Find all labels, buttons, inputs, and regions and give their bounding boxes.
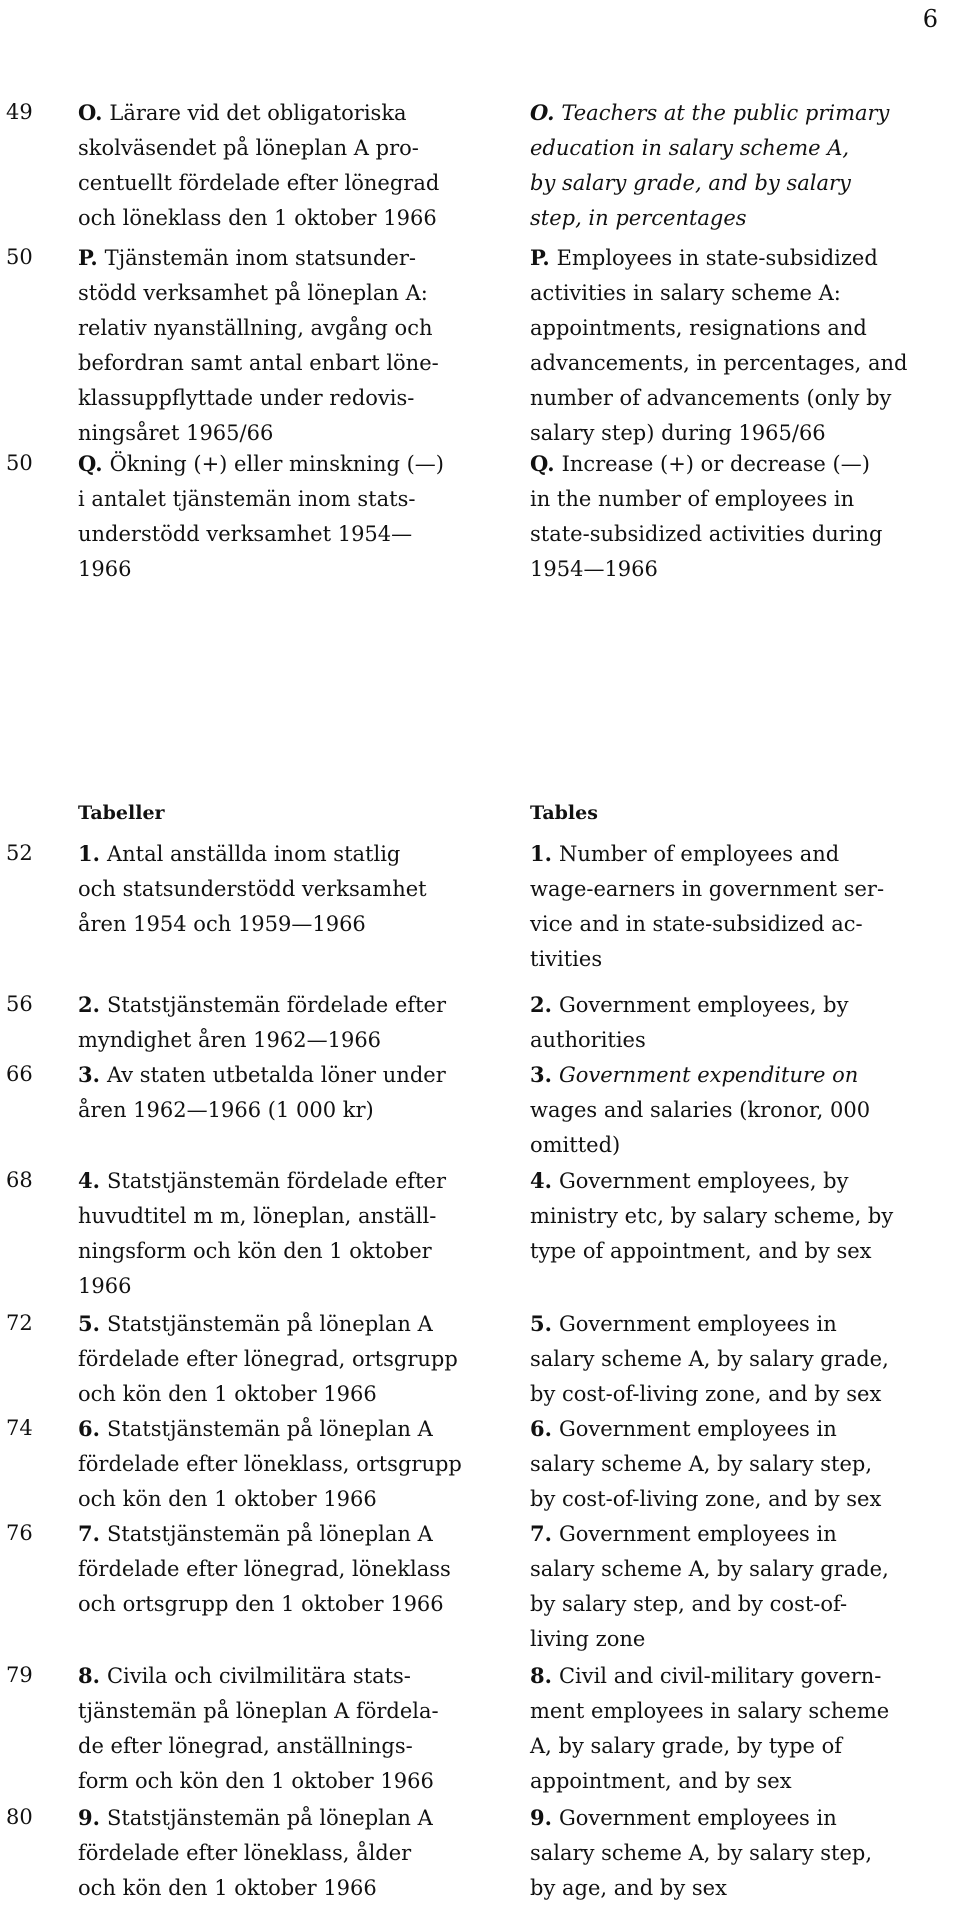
english-title: Q. Increase (+) or decrease (—) in the number of employees in state-subsidized activities during 1954—1966 <box>530 451 883 581</box>
english-title: 1. Number of employees and wage-earners in government ser- vice and in state-subsidized ac- tivities <box>530 841 885 971</box>
page-ref: 49 <box>6 100 33 124</box>
page-ref: 79 <box>6 1663 33 1687</box>
swedish-title: 3. Av staten utbetalda löner under åren 1962—1966 (1 000 kr) <box>78 1062 446 1122</box>
table-number: 3. <box>78 1062 100 1087</box>
page-ref: 76 <box>6 1521 33 1545</box>
page-ref: 56 <box>6 992 33 1016</box>
swedish-title: 2. Statstjänstemän fördelade efter myndighet åren 1962—1966 <box>78 992 446 1052</box>
tables-heading-en: Tables <box>530 802 598 824</box>
table-number: 2. <box>530 992 552 1017</box>
page-ref: 52 <box>6 841 33 865</box>
table-number: 9. <box>78 1805 100 1830</box>
english-title: 7. Government employees in salary scheme A, by salary grade, by salary step, and by cost-of- living zone <box>530 1521 889 1651</box>
table-number: 5. <box>78 1311 100 1336</box>
english-title: 6. Government employees in salary scheme A, by salary step, by cost-of-living zone, and by sex <box>530 1416 882 1511</box>
table-number: 2. <box>78 992 100 1017</box>
page-ref: 50 <box>6 245 33 269</box>
swedish-title: 9. Statstjänstemän på löneplan A fördelade efter löneklass, ålder och kön den 1 oktober 1966 <box>78 1805 433 1900</box>
table-number: 8. <box>530 1663 552 1688</box>
page-ref: 50 <box>6 451 33 475</box>
english-title: 4. Government employees, by ministry etc, by salary scheme, by type of appointment, and by sex <box>530 1168 894 1263</box>
page-ref: 74 <box>6 1416 33 1440</box>
table-number: 6. <box>530 1416 552 1441</box>
swedish-title: O. Lärare vid det obligatoriska skolväsendet på löneplan A pro- centuellt fördelade efter lönegrad och löneklass den 1 oktober 1966 <box>78 100 440 230</box>
section-letter: P. <box>78 245 98 270</box>
swedish-title: 4. Statstjänstemän fördelade efter huvudtitel m m, löneplan, anställ- ningsform och kön den 1 oktober 1966 <box>78 1168 446 1298</box>
table-number: 6. <box>78 1416 100 1441</box>
english-title: P. Employees in state-subsidized activities in salary scheme A: appointments, resignations and advancements, in percentages, and number of advancements (only by salary step) during 1965/66 <box>530 245 908 445</box>
english-title: 5. Government employees in salary scheme A, by salary grade, by cost-of-living zone, and by sex <box>530 1311 889 1406</box>
page-ref: 66 <box>6 1062 33 1086</box>
table-number: 4. <box>78 1168 100 1193</box>
tables-heading-sv: Tabeller <box>78 802 165 824</box>
table-number: 7. <box>78 1521 100 1546</box>
swedish-title: 5. Statstjänstemän på löneplan A fördelade efter lönegrad, ortsgrupp och kön den 1 oktober 1966 <box>78 1311 458 1406</box>
table-number: 1. <box>78 841 100 866</box>
page-ref: 80 <box>6 1805 33 1829</box>
table-number: 9. <box>530 1805 552 1830</box>
table-number: 3. <box>530 1062 552 1087</box>
section-letter: Q. <box>78 451 103 476</box>
english-title: 2. Government employees, by authorities <box>530 992 849 1052</box>
section-letter: O. <box>530 100 555 125</box>
swedish-title: Q. Ökning (+) eller minskning (—) i antalet tjänstemän inom stats- understödd verksamhet 1954— 1966 <box>78 451 444 581</box>
table-number: 8. <box>78 1663 100 1688</box>
swedish-title: P. Tjänstemän inom statsunder- stödd verksamhet på löneplan A: relativ nyanställning, avgång och befordran samt antal enbart löne- klassuppflyttade under redovis- ningsåret 1965/66 <box>78 245 439 445</box>
table-number: 4. <box>530 1168 552 1193</box>
page-number: 6 <box>922 5 938 33</box>
section-letter: P. <box>530 245 550 270</box>
page-ref: 68 <box>6 1168 33 1192</box>
swedish-title: 7. Statstjänstemän på löneplan A fördelade efter lönegrad, löneklass och ortsgrupp den 1 oktober 1966 <box>78 1521 451 1616</box>
english-title: 8. Civil and civil-military govern- ment employees in salary scheme A, by salary grade, by type of appointment, and by sex <box>530 1663 890 1793</box>
swedish-title: 1. Antal anställda inom statlig och statsunderstödd verksamhet åren 1954 och 1959—1966 <box>78 841 427 936</box>
section-letter: Q. <box>530 451 555 476</box>
table-number: 1. <box>530 841 552 866</box>
table-number: 7. <box>530 1521 552 1546</box>
english-title: O. Teachers at the public primary education in salary scheme A, by salary grade, and by salary step, in percentages <box>530 100 890 230</box>
english-title: 3. Government expenditure on wages and salaries (kronor, 000 omitted) <box>530 1062 871 1157</box>
section-letter: O. <box>78 100 103 125</box>
table-number: 5. <box>530 1311 552 1336</box>
page-ref: 72 <box>6 1311 33 1335</box>
swedish-title: 8. Civila och civilmilitära stats- tjänstemän på löneplan A fördela- de efter lönegrad, anställnings- form och kön den 1 oktober 1966 <box>78 1663 439 1793</box>
english-title: 9. Government employees in salary scheme A, by salary step, by age, and by sex <box>530 1805 872 1900</box>
swedish-title: 6. Statstjänstemän på löneplan A fördelade efter löneklass, ortsgrupp och kön den 1 oktober 1966 <box>78 1416 462 1511</box>
